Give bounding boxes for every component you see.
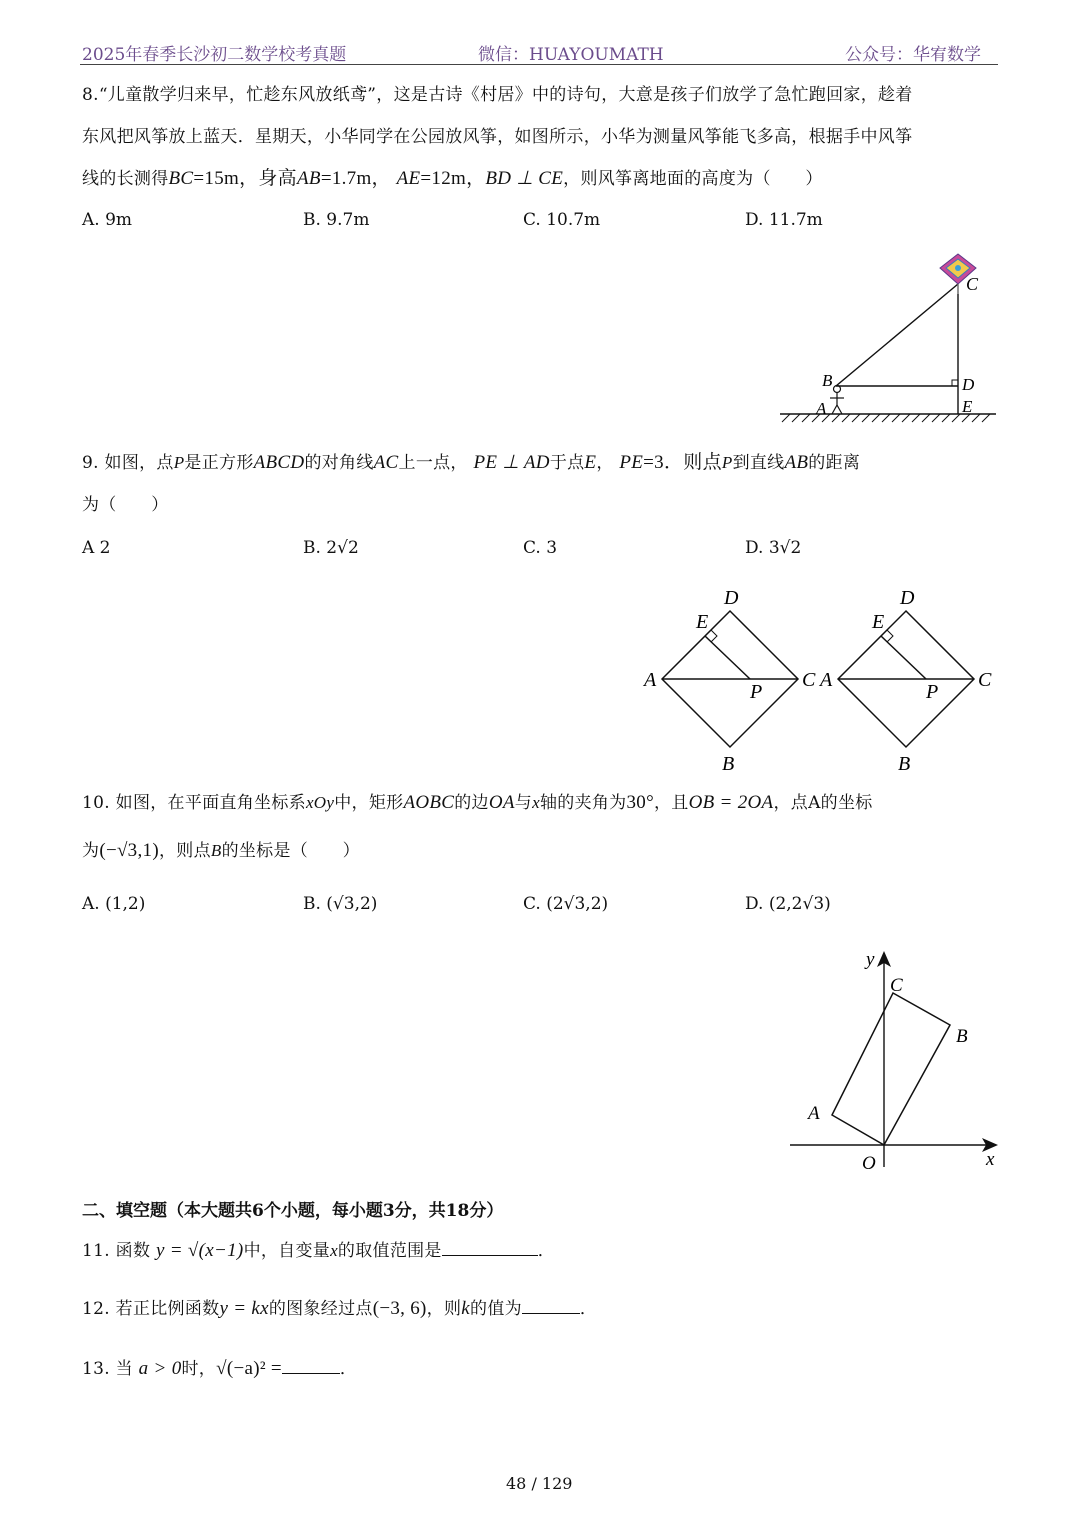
label-a: A xyxy=(816,399,827,418)
q9-square-figure xyxy=(640,582,1000,777)
label-e-left: E xyxy=(696,611,709,633)
label-a-right: A xyxy=(820,669,833,691)
q9-option-c: C. 3 xyxy=(523,538,558,558)
label-o: O xyxy=(862,1153,876,1174)
q8-option-a: A. 9m xyxy=(82,210,133,230)
label-d-left: D xyxy=(724,587,739,609)
q9-line2: 为（ ） xyxy=(82,495,169,515)
label-d: D xyxy=(962,375,975,394)
label-e-right: E xyxy=(872,611,885,633)
label-x: x xyxy=(986,1149,995,1170)
label-y: y xyxy=(866,949,875,970)
label-b-left: B xyxy=(722,753,735,775)
q8-option-b: B. 9.7m xyxy=(303,210,370,230)
header-center: 微信：HUAYOUMATH xyxy=(478,45,664,65)
header-divider xyxy=(80,64,998,65)
rectangle-aobc xyxy=(832,993,950,1145)
q8-line2: 东风把风筝放上蓝天．星期天，小华同学在公园放风筝，如图所示，小华为测量风筝能飞多高，根据手中风筝 xyxy=(82,127,913,147)
ground-hatch xyxy=(782,414,990,422)
q11: 11. 函数 y = √(x−1)中，自变量x的取值范围是 ． xyxy=(82,1240,556,1261)
label-e: E xyxy=(962,397,973,416)
q8-option-d: D. 11.7m xyxy=(745,210,823,230)
page-number: 48 / 129 xyxy=(506,1474,573,1493)
q13: 13. 当 a > 0时，√(−a)² = ． xyxy=(82,1358,358,1379)
label-c-left: C xyxy=(802,669,816,691)
label-b: B xyxy=(956,1026,968,1047)
label-p-left: P xyxy=(750,681,763,703)
right-angle-d xyxy=(952,380,958,386)
label-c: C xyxy=(890,975,903,996)
q10-line1: 10. 如图，在平面直角坐标系xOy中，矩形AOBC的边OA与x轴的夹角为30°，且OB = 2OA，点A的坐标 xyxy=(82,792,873,813)
q11-answer-blank[interactable] xyxy=(442,1255,538,1256)
q10-option-d: D. (2,2√3) xyxy=(745,894,831,914)
q10-line2: 为(−√3,1)，则点B的坐标是（ ） xyxy=(82,840,360,861)
header-right: 公众号：华宥数学 xyxy=(845,45,981,65)
label-p-right: P xyxy=(926,681,939,703)
square-right xyxy=(838,611,974,747)
square-left xyxy=(662,611,798,747)
q10-coordinate-figure xyxy=(780,945,1005,1175)
q9-option-d: D. 3√2 xyxy=(745,538,802,558)
q10-option-a: A. (1,2) xyxy=(82,894,146,914)
q8-kite-figure xyxy=(770,250,1000,435)
label-b: B xyxy=(822,371,833,390)
q12: 12. 若正比例函数y = kx的图象经过点(−3, 6)，则k的值为 ． xyxy=(82,1298,598,1319)
section-2-title: 二、填空题（本大题共6个小题，每小题3分，共18分） xyxy=(82,1201,504,1221)
q13-answer-blank[interactable] xyxy=(282,1373,340,1374)
q9-line1: 9. 如图，点P是正方形ABCD的对角线AC上一点， PE ⊥ AD于点E， PE=3．则点P到直线AB的距离 xyxy=(82,452,861,473)
q8-line3: 线的长测得BC=15m，身高AB=1.7m， AE=12m，BD ⊥ CE，则风筝离地面的高度为（ ） xyxy=(82,168,823,189)
q8-option-c: C. 10.7m xyxy=(523,210,601,230)
label-b-right: B xyxy=(898,753,911,775)
label-c-right: C xyxy=(978,669,992,691)
q12-answer-blank[interactable] xyxy=(522,1313,580,1314)
q10-option-b: B. (√3,2) xyxy=(303,894,378,914)
label-d-right: D xyxy=(900,587,915,609)
q9-option-b: B. 2√2 xyxy=(303,538,359,558)
header-left: 2025年春季长沙初二数学校考真题 xyxy=(82,45,347,65)
line-bc xyxy=(836,284,958,386)
label-a-left: A xyxy=(644,669,657,691)
q10-option-c: C. (2√3,2) xyxy=(523,894,609,914)
q8-line1: 8.“儿童散学归来早，忙趁东风放纸鸢”，这是古诗《村居》中的诗句，大意是孩子们放学了急忙跑回家，趁着 xyxy=(82,85,913,105)
q9-option-a: A 2 xyxy=(82,538,111,558)
label-c: C xyxy=(966,274,979,294)
label-a: A xyxy=(808,1103,820,1124)
